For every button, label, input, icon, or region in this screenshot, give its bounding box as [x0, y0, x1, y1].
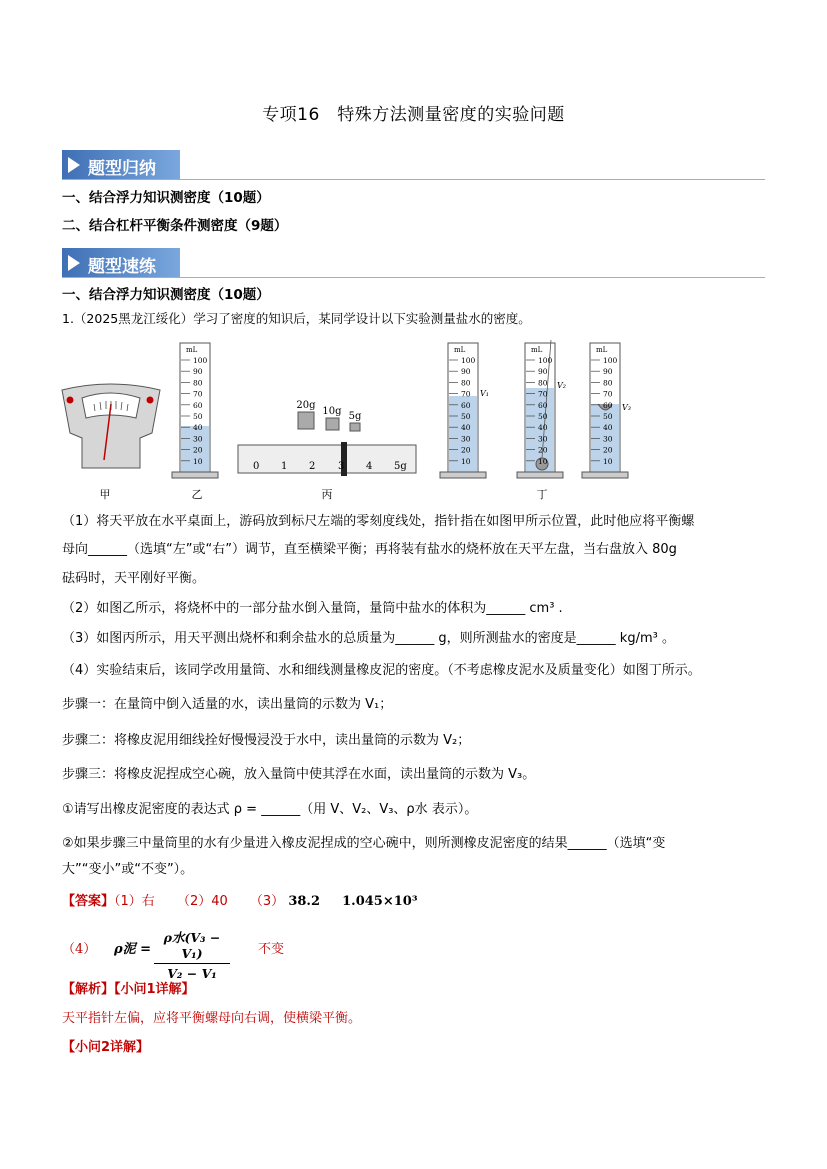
toc-item-1: 一、结合浮力知识测密度（10题） — [62, 190, 270, 206]
cylinder-tick-label: 30 — [603, 434, 613, 444]
cylinder-tick-label: 100 — [603, 356, 618, 365]
question-intro: 1.（2025黑龙江绥化）学习了密度的知识后，某同学设计以下实验测量盐水的密度。 — [62, 311, 531, 326]
page-title: 专项16 特殊方法测量密度的实验问题 — [262, 105, 565, 125]
cylinder-tick-label: 100 — [461, 356, 476, 365]
experiment-figure — [60, 338, 631, 503]
svg-text:mL: mL — [596, 346, 608, 354]
cylinder-tick-label: 40 — [193, 423, 203, 433]
cylinder-tick-label: 20 — [193, 445, 203, 455]
svg-text:5g: 5g — [348, 411, 362, 422]
answer-density: 1.045×10³ — [342, 894, 418, 909]
svg-text:20g: 20g — [296, 400, 316, 411]
cylinder-tick-label: 30 — [193, 434, 203, 444]
cylinder-tick-label: 50 — [193, 412, 203, 421]
cylinder-tick-label: 50 — [538, 412, 548, 421]
cylinder-tick-label: 90 — [603, 367, 613, 377]
analysis-part2-label: 【小问2详解】 — [62, 1040, 150, 1055]
cylinder-tick-label: 90 — [461, 367, 471, 377]
cylinder-tick-label: 50 — [461, 412, 471, 421]
svg-text:V₃: V₃ — [622, 403, 631, 412]
arrow-icon — [68, 255, 80, 271]
cylinder-tick-label: 70 — [603, 389, 613, 399]
answer-label: 【答案】 — [62, 894, 115, 909]
cylinder-tick-label: 80 — [538, 378, 548, 388]
q1-part1-line1: （1）将天平放在水平桌面上，游码放到标尺左端的零刻度线处，指针指在如图甲所示位置，此时他应将平衡螺 — [62, 514, 695, 529]
formula-fraction — [154, 928, 230, 981]
cylinder-tick-label: 70 — [193, 389, 203, 399]
answer-mass: 38.2 — [288, 894, 320, 909]
svg-text:10g: 10g — [322, 406, 342, 417]
cylinder-tick-label: 50 — [603, 412, 613, 421]
cylinder-tick-label: 100 — [193, 356, 208, 365]
figure-label-c: 丙 — [321, 488, 333, 501]
q1-part1-line2: 母向______（选填“左”或“右”）调节，直至横梁平衡；再将装有盐水的烧杯放在天平左盘，当右盘放入 80g — [62, 542, 677, 557]
cylinder-tick-label: 70 — [538, 389, 548, 399]
svg-text:mL: mL — [186, 346, 198, 354]
cylinder-tick-label: 20 — [603, 445, 613, 455]
svg-text:mL: mL — [454, 346, 466, 354]
cylinder-tick-label: 40 — [538, 423, 548, 433]
figure-label-b: 乙 — [191, 488, 203, 501]
analysis-text: 天平指针左偏，应将平衡螺母向右调，使横梁平衡。 — [62, 1011, 362, 1026]
step-1: 步骤一：在量筒中倒入适量的水，读出量筒的示数为 V₁； — [62, 697, 393, 712]
arrow-icon — [68, 157, 80, 173]
q1-part3: （3）如图丙所示，用天平测出烧杯和剩余盐水的总质量为______ g，则所测盐水的密度是______ kg/m³ 。 — [62, 631, 675, 646]
cylinder-tick-label: 10 — [193, 456, 203, 466]
svg-text:V₂: V₂ — [557, 381, 566, 390]
q1-part2: （2）如图乙所示，将烧杯中的一部分盐水倒入量筒，量筒中盐水的体积为______ cm³ . — [62, 601, 563, 616]
cylinder-tick-label: 20 — [461, 445, 471, 455]
svg-text:0: 0 — [253, 461, 260, 472]
balance-dial — [62, 384, 160, 468]
svg-text:3: 3 — [338, 461, 345, 472]
banner-practice-label: 题型速练 — [88, 257, 156, 277]
svg-text:2: 2 — [309, 461, 316, 472]
cylinder-tick-label: 60 — [538, 400, 548, 410]
formula-lhs: ρ泥 = — [114, 942, 152, 957]
cylinder-tick-label: 10 — [603, 456, 613, 466]
cylinder-tick-label: 90 — [193, 367, 203, 377]
cylinder-tick-label: 80 — [461, 378, 471, 388]
banner-summary-label: 题型归纳 — [88, 159, 156, 179]
cylinder-tick-label: 60 — [193, 400, 203, 410]
cylinder-tick-label: 30 — [538, 434, 548, 444]
step-2: 步骤二：将橡皮泥用细线拴好慢慢浸没于水中，读出量筒的示数为 V₂； — [62, 733, 471, 748]
analysis-label: 【解析】【小问1详解】 — [62, 982, 195, 997]
cylinder-tick-label: 40 — [461, 423, 471, 433]
cylinder-tick-label: 30 — [461, 434, 471, 444]
svg-text:4: 4 — [366, 461, 373, 472]
cylinder-tick-label: 90 — [538, 367, 548, 377]
answer-line-1: 【答案】（1）右 （2）40 （3） 38.2 1.045×10³ — [62, 894, 418, 909]
cylinder-tick-label: 40 — [603, 423, 613, 433]
banner-summary — [62, 150, 765, 180]
q1-part1-line3: 砝码时，天平刚好平衡。 — [62, 571, 206, 586]
svg-text:mL: mL — [531, 346, 543, 354]
sub-question-1: ①请写出橡皮泥密度的表达式 ρ = ______（用 V、V₂、V₃、ρ水 表示）。 — [62, 802, 478, 817]
cylinder-tick-label: 10 — [461, 456, 471, 466]
figure-label-d: 丁 — [536, 488, 548, 501]
cylinder-tick-label: 70 — [461, 389, 471, 399]
cylinder-tick-label: 20 — [538, 445, 548, 455]
figure-label-a: 甲 — [99, 488, 111, 501]
formula-numerator: ρ水(V₃ − V₁) — [163, 930, 221, 961]
sub-question-2-line1: ②如果步骤三中量筒里的水有少量进入橡皮泥捏成的空心碗中，则所测橡皮泥密度的结果______（选填“变 — [62, 836, 666, 851]
svg-text:V₁: V₁ — [480, 389, 489, 398]
banner-practice — [62, 248, 765, 278]
svg-text:5g: 5g — [394, 461, 407, 472]
section-heading: 一、结合浮力知识测密度（10题） — [62, 287, 270, 303]
svg-text:1: 1 — [281, 461, 288, 472]
cylinder-tick-label: 60 — [461, 400, 471, 410]
cylinder-tick-label: 100 — [538, 356, 553, 365]
step-3: 步骤三：将橡皮泥捏成空心碗，放入量筒中使其浮在水面，读出量筒的示数为 V₃。 — [62, 767, 536, 782]
q1-part4: （4）实验结束后，该同学改用量筒、水和细线测量橡皮泥的密度。（不考虑橡皮泥水及质量变化）如图丁所示。 — [62, 663, 701, 678]
weights-and-ruler — [238, 400, 416, 476]
sub-question-2-line2: 大”“变小”或“不变”）。 — [62, 862, 194, 877]
toc-item-2: 二、结合杠杆平衡条件测密度（9题） — [62, 218, 288, 234]
cylinder-tick-label: 80 — [603, 378, 613, 388]
cylinder-tick-label: 10 — [538, 456, 548, 466]
formula-denominator: V₂ − V₁ — [167, 966, 217, 981]
cylinder-tick-label: 80 — [193, 378, 203, 388]
cylinder-tick-label: 60 — [603, 400, 613, 410]
